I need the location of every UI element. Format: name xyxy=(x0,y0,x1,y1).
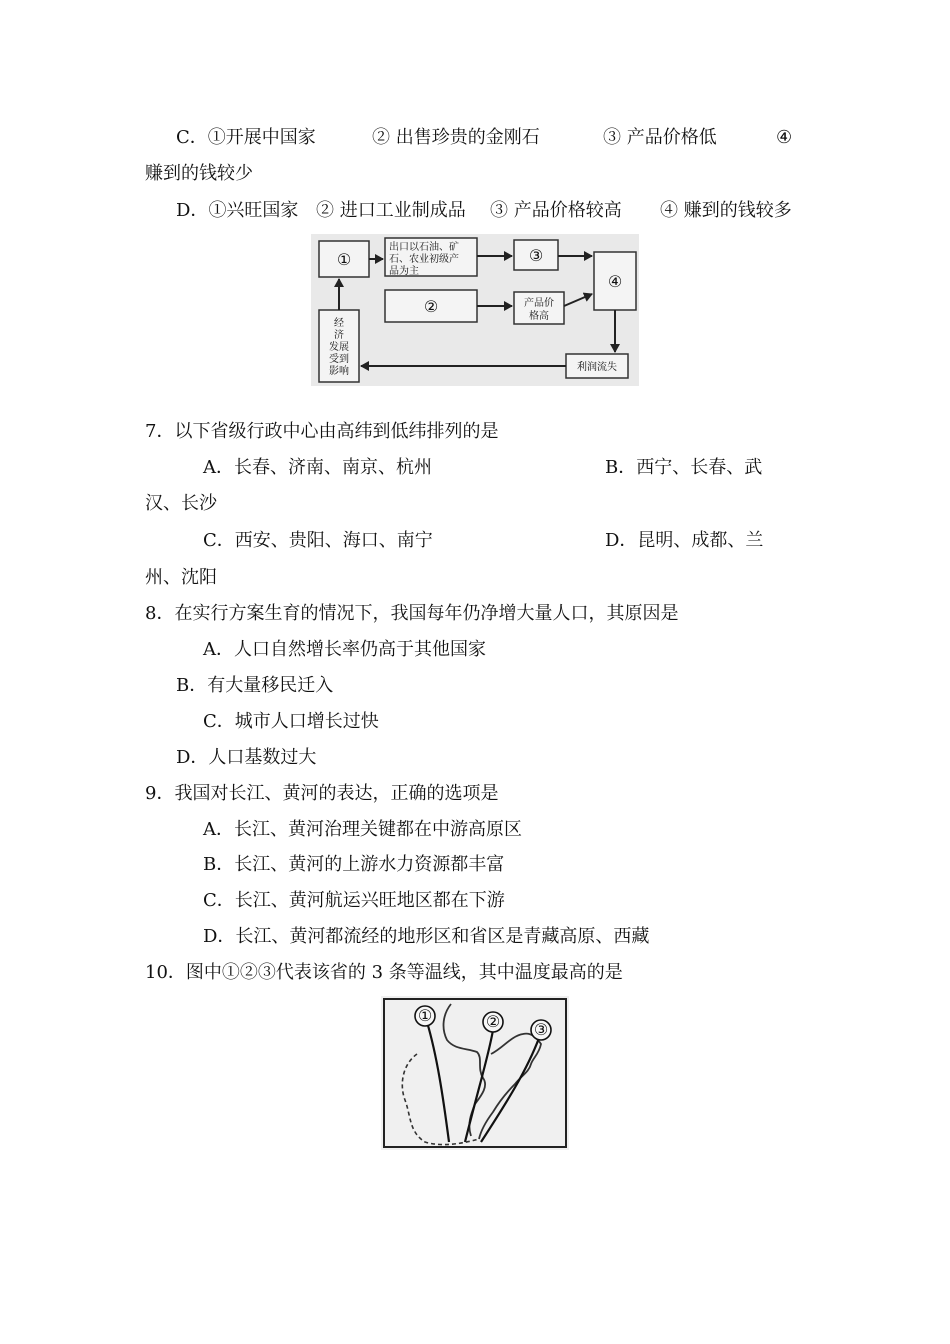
q6-d-item2: ② 进口工业制成品 xyxy=(316,200,466,221)
box-3-label: ③ xyxy=(528,246,544,265)
q6-d-item1: ①兴旺国家 xyxy=(208,200,299,221)
q9-option-d: D．长江、黄河都流经的地形区和省区是青藏高原、西藏 xyxy=(203,926,650,947)
box-2-label: ② xyxy=(423,297,439,316)
arrow-price-4 xyxy=(564,294,592,306)
q6-c-item2: ② 出售珍贵的金刚石 xyxy=(372,127,540,148)
q6-option-d xyxy=(176,199,298,223)
isotherm-label-2: ② xyxy=(485,1012,501,1031)
box-4-label: ④ xyxy=(607,272,623,291)
box-1-label: ① xyxy=(336,250,352,269)
box-econ-text-2: 济 xyxy=(334,330,344,341)
isotherm-label-3: ③ xyxy=(533,1020,549,1039)
q7-option-d: D．昆明、成都、兰 xyxy=(605,530,764,551)
q6-c-item4: ④ xyxy=(776,127,793,148)
q7-option-b: B．西宁、长春、武 xyxy=(605,457,763,478)
q10-stem: 10．图中①②③代表该省的 3 条等温线，其中温度最高的是 xyxy=(145,962,623,983)
q9-option-a: A．长江、黄河治理关键都在中游高原区 xyxy=(203,819,522,840)
q6-option-c xyxy=(176,126,316,150)
box-export-text-3: 品为主 xyxy=(389,266,419,277)
q8-option-a: A．人口自然增长率仍高于其他国家 xyxy=(203,639,486,660)
q6-c-continuation: 赚到的钱较少 xyxy=(145,163,253,184)
q7-option-b-continuation: 汉、长沙 xyxy=(145,493,217,514)
isotherm-2 xyxy=(465,1030,493,1142)
q6-c-item1: ①开展中国家 xyxy=(207,127,316,148)
q6-d-item4: ④ 赚到的钱较多 xyxy=(660,200,792,221)
q7-stem: 7．以下省级行政中心由高纬到低纬排列的是 xyxy=(145,421,499,442)
q6-d-label: D． xyxy=(176,200,209,221)
box-price-text-2: 格高 xyxy=(529,311,549,322)
box-price-text-1: 产品价 xyxy=(524,298,554,309)
q6-c-item3: ③ 产品价格低 xyxy=(603,127,717,148)
box-econ-text-5: 影响 xyxy=(329,366,349,377)
box-econ-text-4: 受到 xyxy=(329,354,349,365)
trade-flow-diagram xyxy=(311,234,639,386)
box-export-text-1: 出口以石油、矿 xyxy=(389,242,459,253)
q6-c-label: C． xyxy=(176,127,208,148)
q9-option-b: B．长江、黄河的上游水力资源都丰富 xyxy=(203,854,505,875)
q9-stem: 9．我国对长江、黄河的表达，正确的选项是 xyxy=(145,783,499,804)
box-econ-text-3: 发展 xyxy=(329,342,349,353)
q9-option-c: C．长江、黄河航运兴旺地区都在下游 xyxy=(203,890,505,911)
q7-option-a: A．长春、济南、南京、杭州 xyxy=(203,457,432,478)
q6-d-item3: ③ 产品价格较高 xyxy=(490,200,622,221)
q8-stem: 8．在实行方案生育的情况下，我国每年仍净增大量人口，其原因是 xyxy=(145,603,679,624)
isotherm-map xyxy=(381,996,569,1150)
isotherm-1 xyxy=(427,1022,449,1142)
q8-option-b: B．有大量移民迁入 xyxy=(176,675,334,696)
box-profit-text: 利润流失 xyxy=(577,362,617,373)
q7-option-d-continuation: 州、沈阳 xyxy=(145,567,217,588)
q7-option-c: C．西安、贵阳、海口、南宁 xyxy=(203,530,433,551)
q8-option-c: C．城市人口增长过快 xyxy=(203,711,379,732)
q8-option-d: D．人口基数过大 xyxy=(176,747,317,768)
box-export-text-2: 石、农业初级产 xyxy=(389,254,459,265)
box-econ-text-1: 经 xyxy=(334,318,344,329)
isotherm-label-1: ① xyxy=(417,1006,433,1025)
